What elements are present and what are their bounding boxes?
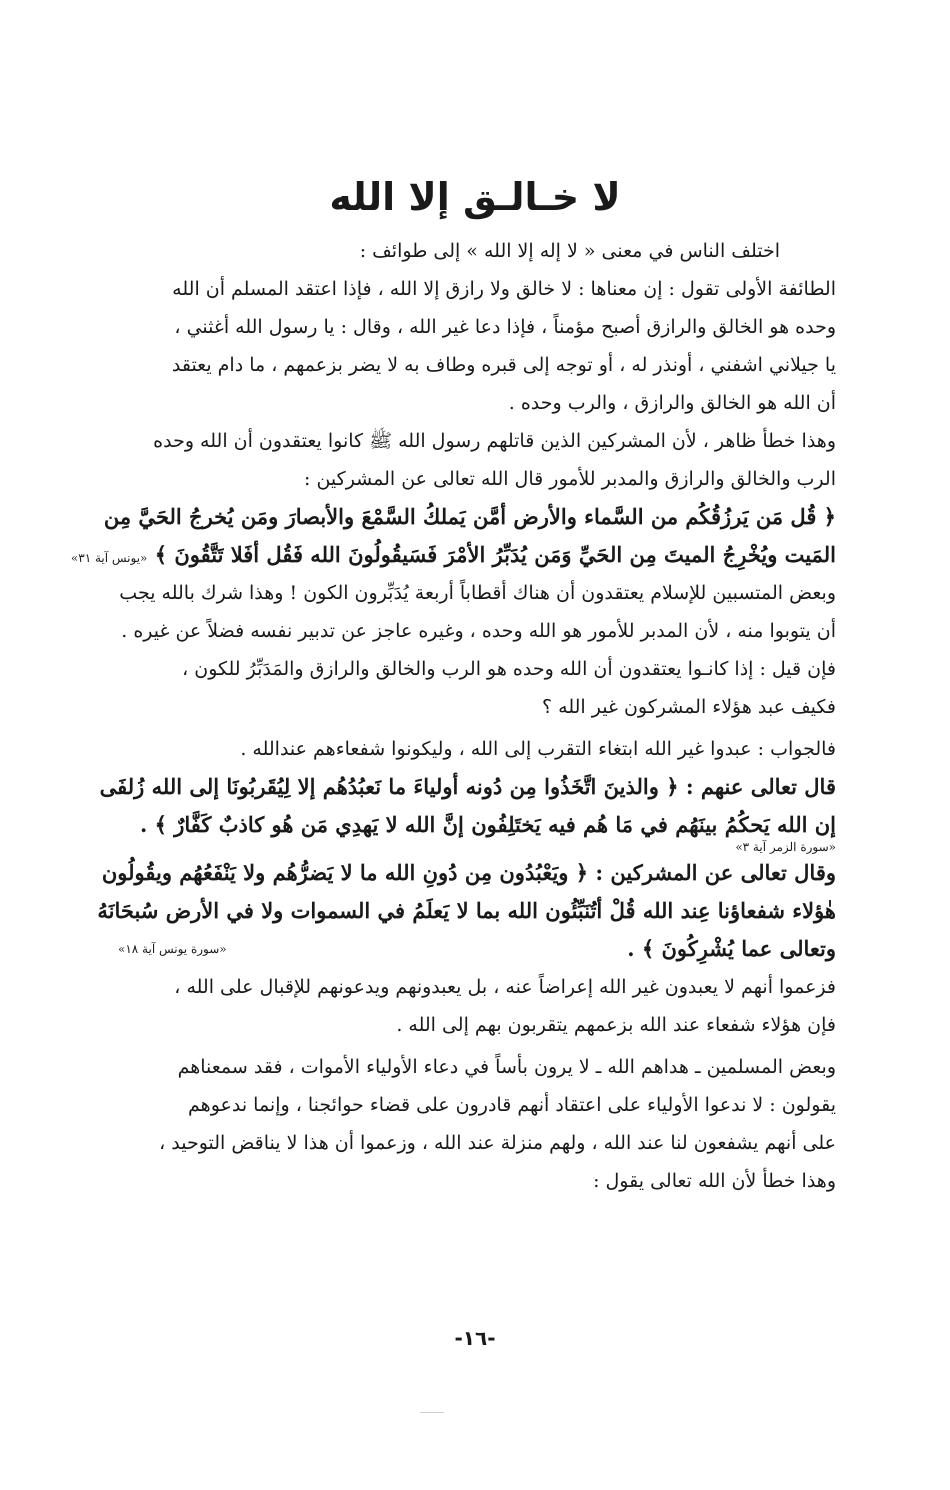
quran-verse-line: [118, 930, 836, 968]
quran-verse-line: ﴿ قُل مَن يَرزُقُكُم من السَّماء والأرض أمَّن يَملكُ السَّمْعَ والأبصارَ ومَن يُخرجُ الحَيَّ مِن: [103, 504, 836, 529]
quran-verse-line: وقال تعالى عن المشركين : ﴿ ويَعْبُدُون مِن دُونِ الله ما لا يَضرُّهُم ولا يَنْفَعُهُم ويقُولُون: [101, 860, 836, 885]
text-line: وبعض المسلمين ـ هداهم الله ـ لا يرون بأساً في دعاء الأولياء الأموات ، فقد سمعناهم: [177, 1056, 836, 1078]
text-line: وهذا خطأ لأن الله تعالى يقول :: [593, 1170, 836, 1192]
quran-verse-text: المَيت ويُخْرِجُ الميتَ مِن الحَيِّ وَمَن يُدَبِّرُ الأمْرَ فَسَيقُولُونَ الله فَقُل أفَلا تَتَّقُونَ ﴾: [154, 542, 836, 567]
verse-reference: «سورة الزمر آية ٣»: [735, 840, 836, 854]
text-line: فزعموا أنهم لا يعبدون غير الله إعراضاً عنه ، بل يعبدونهم ويدعونهم للإقبال على الله ،: [174, 976, 836, 998]
quran-verse-line: إن الله يَحكُمُ بينَهُم في مَا هُم فيه يَختَلِفُون إنَّ الله لا يَهدِي مَن هُو كاذبٌ كَفَّارٌ ﴾ .: [139, 812, 836, 837]
text-line: على أنهم يشفعون لنا عند الله ، ولهم منزلة عند الله ، وزعموا أن هذا لا يناقض التوحيد ،: [159, 1132, 836, 1154]
text-line: الطائفة الأولى تقول : إن معناها : لا خالق ولا رازق إلا الله ، فإذا اعتقد المسلم أن الله: [172, 278, 836, 300]
verse-reference: «سورة يونس آية ١٨»: [118, 942, 227, 956]
text-line: أن يتوبوا منه ، لأن المدبر للأمور هو الله وحده ، وغيره عاجز عن تدبير نفسه فضلاً عن غيره .: [121, 620, 836, 642]
text-line: فالجواب : عبدوا غير الله ابتغاء التقرب إلى الله ، وليكونوا شفعاءهم عندالله .: [240, 738, 836, 760]
page-title: لا خـالـق إلا الله: [329, 175, 621, 219]
text-line: أن الله هو الخالق والرازق ، والرب وحده .: [508, 392, 836, 414]
text-line: اختلف الناس في معنى « لا إله إلا الله » إلى طوائف :: [359, 240, 780, 262]
verse-reference: «يونس آية ٣١»: [70, 551, 148, 565]
text-line: وبعض المتسبين للإسلام يعتقدون أن هناك أقطاباً أربعة يُدَبِّرون الكون ! وهذا شرك بالله يجب: [119, 582, 836, 604]
text-line: الرب والخالق والرازق والمدبر للأمور قال الله تعالى عن المشركين :: [304, 468, 836, 490]
page-number: -١٦-: [454, 1326, 496, 1350]
body-text: [70, 232, 836, 1200]
quran-verse-line: هٰؤلاء شفعاؤنا عِند الله قُلْ أتُنَبِّئُون الله بما لا يَعلَمُ في السموات ولا في الأرض سُبحَانَهُ: [97, 898, 836, 923]
text-line: يقولون : لا ندعوا الأولياء على اعتقاد أنهم قادرون على قضاء حوائجنا ، وإنما ندعوهم: [188, 1094, 836, 1116]
quran-verse-line: [70, 536, 836, 574]
text-line: يا جيلاني اشفني ، أونذر له ، أو توجه إلى قبره وطاف به لا يضر بزعمهم ، ما دام يعتقد: [171, 354, 836, 376]
quran-verse-text: وتعالى عما يُشْرِكُونَ ﴾ .: [627, 936, 836, 961]
text-line: وحده هو الخالق والرازق أصبح مؤمناً ، فإذا دعا غير الله ، وقال : يا رسول الله أغثني ،: [174, 316, 836, 338]
text-line: فكيف عبد هؤلاء المشركون غير الله ؟: [542, 696, 836, 718]
quran-verse-line: قال تعالى عنهم : ﴿ والذينَ اتَّخَذُوا مِن دُونه أولياءَ ما نَعبُدُهُم إلا لِيُقَربُونَا إلى الله زُلفَى: [99, 774, 836, 799]
scan-mark: [420, 1412, 444, 1413]
text-line: فإن هؤلاء شفعاء عند الله بزعمهم يتقربون بهم إلى الله .: [396, 1014, 836, 1036]
text-line: فإن قيل : إذا كانـوا يعتقدون أن الله وحده هو الرب والخالق والرازق والمَدَبِّرُ للكون ،: [182, 658, 836, 680]
text-line: وهذا خطأ ظاهر ، لأن المشركين الذين قاتلهم رسول الله ﷺ كانوا يعتقدون أن الله وحده: [153, 430, 836, 452]
